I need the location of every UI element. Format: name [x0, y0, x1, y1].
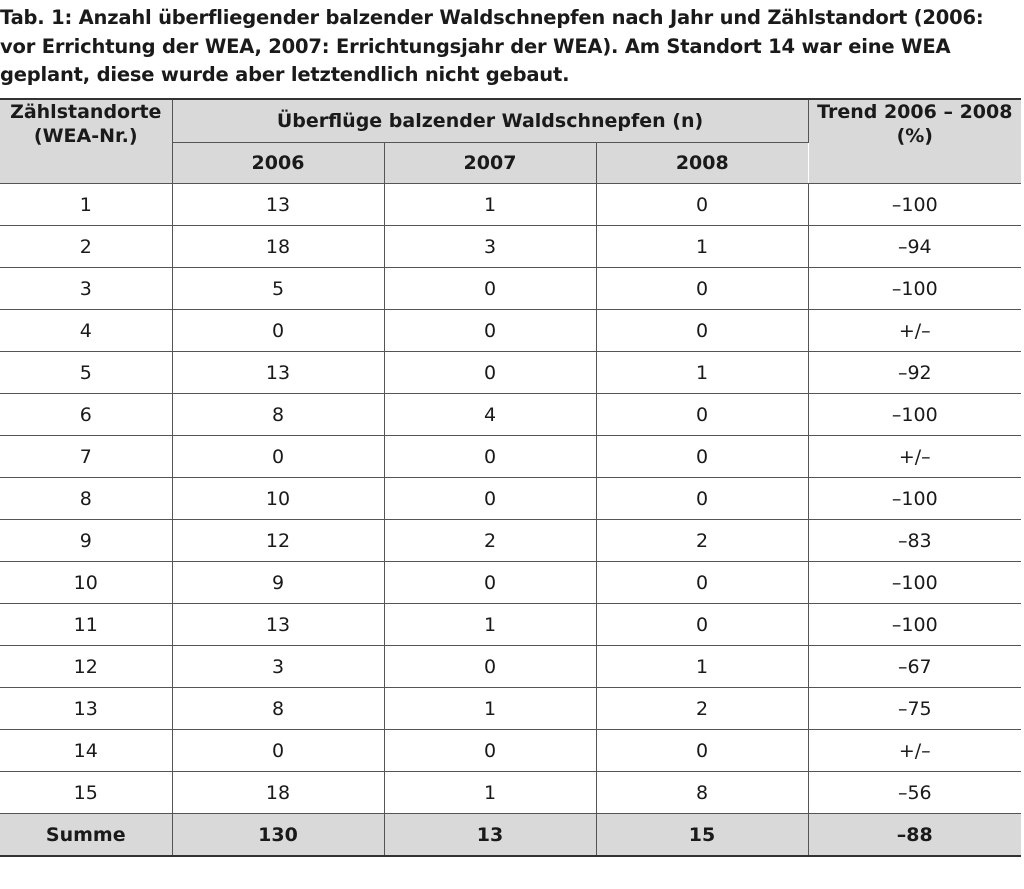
cell-2008: 1: [596, 226, 808, 268]
cell-2006: 0: [172, 310, 384, 352]
cell-2006: 13: [172, 352, 384, 394]
cell-site: 10: [0, 562, 172, 604]
sum-row: [0, 814, 1021, 857]
cell-trend: –67: [808, 646, 1021, 688]
cell-trend: –100: [808, 478, 1021, 520]
cell-2008: 8: [596, 772, 808, 814]
header-year-2007: 2007: [384, 143, 596, 184]
cell-2007: 1: [384, 184, 596, 226]
table-row: [0, 478, 1021, 520]
cell-2007: 0: [384, 310, 596, 352]
cell-2007: 0: [384, 730, 596, 772]
cell-2006: 13: [172, 604, 384, 646]
cell-2008: 0: [596, 436, 808, 478]
header-year-2006: 2006: [172, 143, 384, 184]
header-site-line2: (WEA-Nr.): [33, 125, 138, 147]
table-header: [0, 99, 1021, 184]
cell-2008: 0: [596, 184, 808, 226]
cell-2007: 0: [384, 646, 596, 688]
sum-2006: 130: [172, 814, 384, 857]
cell-2008: 0: [596, 604, 808, 646]
cell-trend: –100: [808, 268, 1021, 310]
table-caption: Tab. 1: Anzahl überfliegender balzender Waldschnepfen nach Jahr und Zählstandort (2006: vor Errichtung der WEA, 2007: Errichtungsjahr der WEA). Am Standort 14 war eine WEA geplant, diese wurde aber letztendlich nicht gebaut.: [0, 6, 984, 86]
cell-trend: –100: [808, 394, 1021, 436]
cell-2008: 1: [596, 646, 808, 688]
cell-site: 11: [0, 604, 172, 646]
cell-site: 6: [0, 394, 172, 436]
cell-2008: 0: [596, 310, 808, 352]
sum-2008: 15: [596, 814, 808, 857]
cell-trend: –83: [808, 520, 1021, 562]
sum-label: Summe: [0, 814, 172, 857]
table-row: [0, 226, 1021, 268]
cell-2008: 0: [596, 730, 808, 772]
table-row: [0, 688, 1021, 730]
table-row: [0, 268, 1021, 310]
cell-site: 9: [0, 520, 172, 562]
cell-2008: 0: [596, 268, 808, 310]
header-site: [0, 99, 172, 184]
header-site-line1: Zählstandorte: [10, 101, 162, 123]
cell-2006: 9: [172, 562, 384, 604]
header-trend-line2: (%): [896, 125, 933, 147]
table-row: [0, 520, 1021, 562]
cell-trend: +/–: [808, 730, 1021, 772]
cell-trend: –92: [808, 352, 1021, 394]
cell-2006: 10: [172, 478, 384, 520]
cell-trend: –56: [808, 772, 1021, 814]
cell-2006: 18: [172, 226, 384, 268]
cell-site: 14: [0, 730, 172, 772]
cell-2007: 0: [384, 478, 596, 520]
cell-2006: 8: [172, 688, 384, 730]
table-body: [0, 184, 1021, 857]
cell-2007: 0: [384, 268, 596, 310]
cell-2006: 3: [172, 646, 384, 688]
cell-2007: 4: [384, 394, 596, 436]
cell-2008: 2: [596, 520, 808, 562]
cell-site: 4: [0, 310, 172, 352]
cell-2006: 0: [172, 436, 384, 478]
table-row: [0, 562, 1021, 604]
cell-2006: 13: [172, 184, 384, 226]
cell-2006: 5: [172, 268, 384, 310]
cell-site: 3: [0, 268, 172, 310]
cell-site: 13: [0, 688, 172, 730]
sum-trend: –88: [808, 814, 1021, 857]
cell-2008: 1: [596, 352, 808, 394]
cell-2006: 12: [172, 520, 384, 562]
cell-2007: 0: [384, 562, 596, 604]
header-year-2008: 2008: [596, 143, 808, 184]
cell-site: 12: [0, 646, 172, 688]
cell-trend: –100: [808, 562, 1021, 604]
header-trend: [808, 99, 1021, 184]
sum-2007: 13: [384, 814, 596, 857]
cell-trend: –94: [808, 226, 1021, 268]
cell-trend: +/–: [808, 310, 1021, 352]
cell-site: 7: [0, 436, 172, 478]
cell-site: 2: [0, 226, 172, 268]
cell-site: 15: [0, 772, 172, 814]
table-row: [0, 772, 1021, 814]
cell-2007: 1: [384, 604, 596, 646]
cell-2007: 1: [384, 688, 596, 730]
table-row: [0, 310, 1021, 352]
cell-2007: 3: [384, 226, 596, 268]
cell-site: 1: [0, 184, 172, 226]
cell-trend: –75: [808, 688, 1021, 730]
table-row: [0, 646, 1021, 688]
cell-2007: 0: [384, 436, 596, 478]
cell-2007: 2: [384, 520, 596, 562]
data-table: [0, 98, 1021, 857]
table-row: [0, 394, 1021, 436]
cell-trend: +/–: [808, 436, 1021, 478]
cell-site: 8: [0, 478, 172, 520]
table-row: [0, 604, 1021, 646]
cell-2007: 0: [384, 352, 596, 394]
cell-2008: 0: [596, 394, 808, 436]
header-group: Überflüge balzender Waldschnepfen (n): [172, 99, 808, 143]
header-trend-line1: Trend 2006 – 2008: [817, 101, 1013, 123]
cell-trend: –100: [808, 184, 1021, 226]
table-row: [0, 730, 1021, 772]
cell-2008: 2: [596, 688, 808, 730]
cell-trend: –100: [808, 604, 1021, 646]
table-row: [0, 184, 1021, 226]
cell-2008: 0: [596, 562, 808, 604]
table-row: [0, 436, 1021, 478]
cell-2008: 0: [596, 478, 808, 520]
cell-2006: 18: [172, 772, 384, 814]
cell-site: 5: [0, 352, 172, 394]
table-row: [0, 352, 1021, 394]
cell-2006: 0: [172, 730, 384, 772]
cell-2006: 8: [172, 394, 384, 436]
cell-2007: 1: [384, 772, 596, 814]
